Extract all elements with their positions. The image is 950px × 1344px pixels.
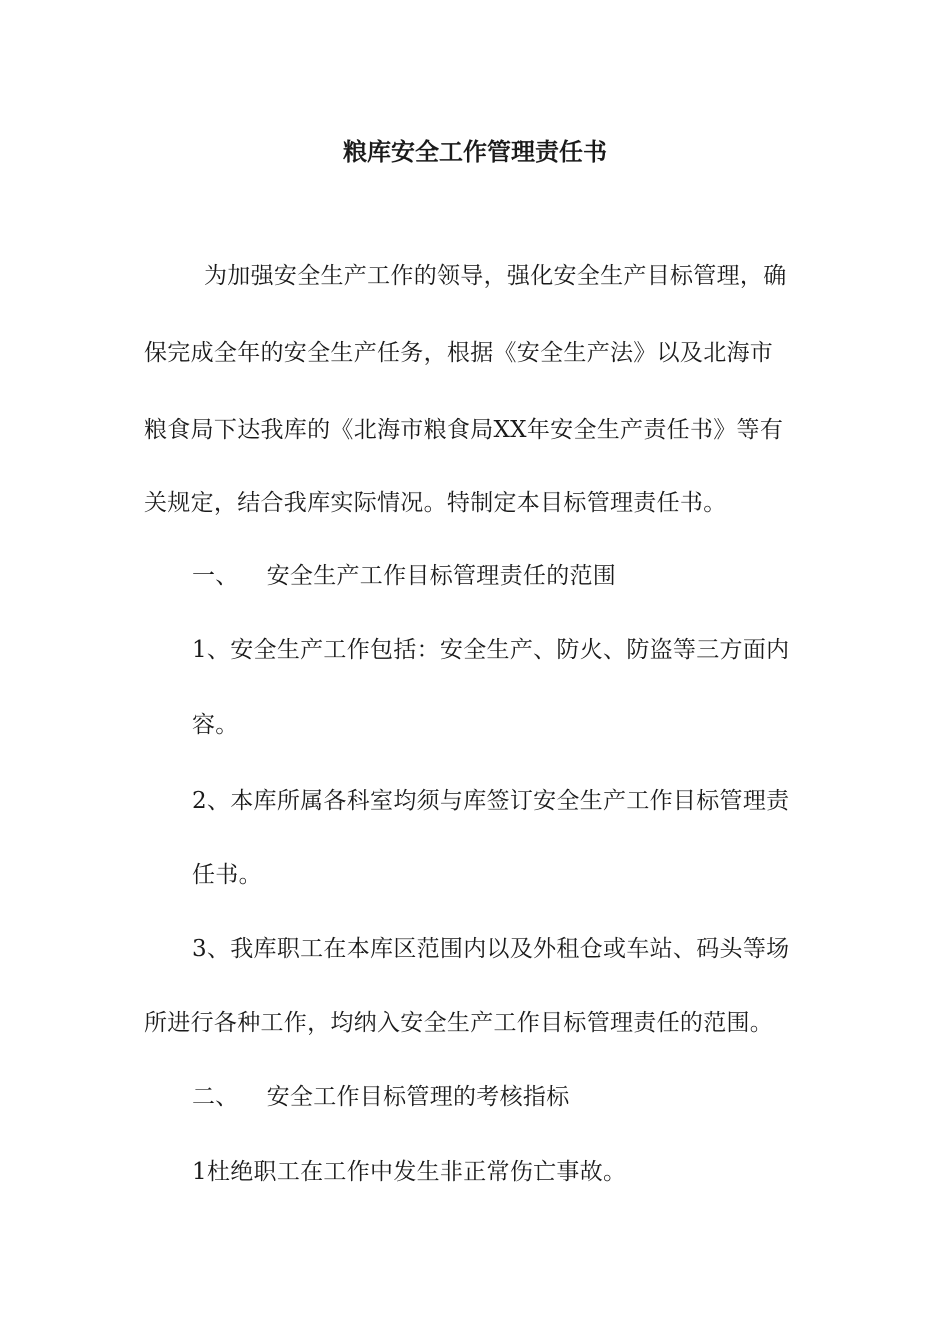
paragraph-line: 任书。 (192, 862, 262, 888)
section-heading-text: 安全生产工作目标管理责任的范围 (266, 563, 617, 589)
paragraph-line: 2、本库所属各科室均须与库签订安全生产工作目标管理责 (192, 788, 790, 814)
paragraph-line: 关规定，结合我库实际情况。特制定本目标管理责任书。 (144, 490, 727, 516)
document-title: 粮库安全工作管理责任书 (343, 137, 607, 166)
section-heading-2 (192, 1077, 814, 1117)
section-number: 一、 (192, 563, 239, 589)
paragraph-line: 容。 (192, 712, 239, 738)
section-heading-text: 安全工作目标管理的考核指标 (266, 1084, 570, 1110)
paragraph-line: 1、安全生产工作包括：安全生产、防火、防盗等三方面内 (192, 637, 790, 663)
paragraph-line: 粮食局下达我库的《北海市粮食局XX年安全生产责任书》等有 (144, 417, 784, 443)
section-heading-1 (192, 556, 814, 596)
paragraph-line: 1杜绝职工在工作中发生非正常伤亡事故。 (192, 1159, 627, 1185)
section-number: 二、 (192, 1084, 239, 1110)
paragraph-line: 为加强安全生产工作的领导，强化安全生产目标管理，确 (204, 263, 787, 289)
paragraph-line: 保完成全年的安全生产任务，根据《安全生产法》以及北海市 (144, 340, 774, 366)
paragraph-line: 3、我库职工在本库区范围内以及外租仓或车站、码头等场 (192, 936, 790, 962)
paragraph-line: 所进行各种工作，均纳入安全生产工作目标管理责任的范围。 (144, 1010, 774, 1036)
